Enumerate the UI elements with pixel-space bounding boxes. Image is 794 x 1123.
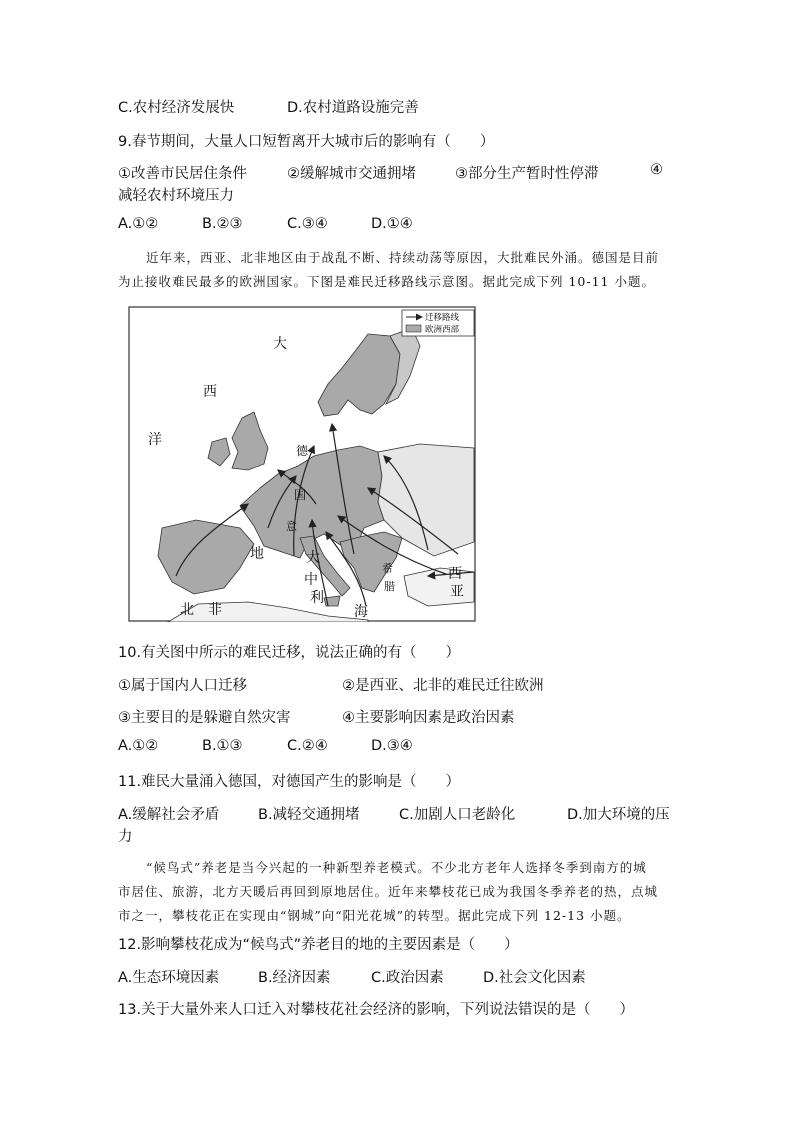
label-west-asia-1: 西 [448, 566, 462, 582]
label-west-asia-2: 亚 [450, 584, 464, 600]
q13-stem: 13.关于大量外来人口迁入对攀枝花社会经济的影响，下列说法错误的是（ ） [118, 1002, 635, 1018]
label-atlantic-1: 大 [273, 336, 287, 352]
q11-option-b: B.减轻交通拥堵 [258, 807, 360, 823]
q9-option-b: B.②③ [202, 216, 243, 232]
q9-stem: 9.春节期间，大量人口短暂离开大城市后的影响有（ ） [118, 134, 495, 150]
q12-option-c: C.政治因素 [371, 970, 444, 986]
q8-option-d: D.农村道路设施完善 [287, 100, 419, 116]
passage2-line2: 市居住、旅游，北方天暖后再回到原地居住。近年来攀枝花已成为我国冬季养老的热，点城 [118, 884, 659, 899]
label-germany-1: 德 [296, 444, 309, 458]
q11-option-d-wrap: 力 [118, 829, 133, 845]
label-med-5: 海 [354, 604, 368, 620]
q10-option-c: C.②④ [287, 738, 328, 754]
q9-item-4-number: ④ [650, 162, 663, 178]
q11-option-c: C.加剧人口老龄化 [399, 807, 516, 823]
label-atlantic-3: 洋 [148, 432, 162, 448]
q11-stem: 11.难民大量涌入德国，对德国产生的影响是（ ） [118, 774, 461, 790]
q12-option-b: B.经济因素 [258, 970, 331, 986]
q10-option-d: D.③④ [371, 738, 413, 754]
label-greece-2: 腊 [384, 580, 395, 593]
passage2-line1: “候鸟式”养老是当今兴起的一种新型养老模式。不少北方老年人选择冬季到南方的城 [146, 860, 647, 875]
label-med-1: 地 [250, 546, 264, 562]
legend-region-label: 欧洲西部 [425, 325, 460, 335]
q12-option-d: D.社会文化因素 [483, 970, 586, 986]
passage1-line1: 近年来，西亚、北非地区由于战乱不断、持续动荡等原因，大批难民外涌。德国是目前 [146, 250, 660, 265]
label-atlantic-2: 西 [203, 384, 217, 400]
q9-option-d: D.①④ [371, 216, 413, 232]
q8-option-c: C.农村经济发展快 [118, 100, 235, 116]
label-med-3: 中 [304, 572, 318, 588]
q10-option-b: B.①③ [202, 738, 243, 754]
q10-item-3: ③主要目的是躲避自然灾害 [118, 710, 291, 726]
q10-option-a: A.①② [118, 738, 159, 754]
label-north-africa: 北 非 [180, 602, 222, 618]
q10-item-4: ④主要影响因素是政治因素 [342, 710, 515, 726]
q9-option-c: C.③④ [287, 216, 328, 232]
label-med-2: 大 [306, 550, 320, 566]
q9-item-4-text: 减轻农村环境压力 [118, 188, 234, 204]
q12-option-a: A.生态环境因素 [118, 970, 220, 986]
label-med-4: 利 [310, 590, 324, 606]
map-legend [402, 310, 474, 336]
q9-item-3: ③部分生产暂时性停滞 [455, 166, 599, 182]
legend-route-label: 迁移路线 [425, 313, 460, 323]
q9-item-1: ①改善市民居住条件 [118, 166, 247, 182]
refugee-migration-map [128, 306, 476, 622]
q10-item-2: ②是西亚、北非的难民迁往欧洲 [342, 678, 544, 694]
q9-item-2: ②缓解城市交通拥堵 [287, 166, 416, 182]
passage2-line3: 市之一，攀枝花正在实现由“钢城”向“阳光花城”的转型。据此完成下列 12-13 小题。 [118, 908, 631, 923]
q11-option-a: A.缓解社会矛盾 [118, 807, 220, 823]
legend-region-symbol [406, 325, 421, 332]
q10-item-1: ①属于国内人口迁移 [118, 678, 247, 694]
label-italy-yi: 意 [286, 520, 297, 533]
q10-stem: 10.有关图中所示的难民迁移，说法正确的有（ ） [118, 645, 461, 661]
passage1-line2: 为止接收难民最多的欧洲国家。下图是难民迁移路线示意图。据此完成下列 10-11 小题。 [118, 274, 655, 289]
q12-stem: 12.影响攀枝花成为“候鸟式”养老目的地的主要因素是（ ） [118, 937, 519, 953]
label-greece-1: 希 [382, 562, 393, 575]
q9-option-a: A.①② [118, 216, 159, 232]
q11-option-d: D.加大环境的压 [567, 807, 670, 823]
label-germany-2: 国 [294, 488, 307, 502]
